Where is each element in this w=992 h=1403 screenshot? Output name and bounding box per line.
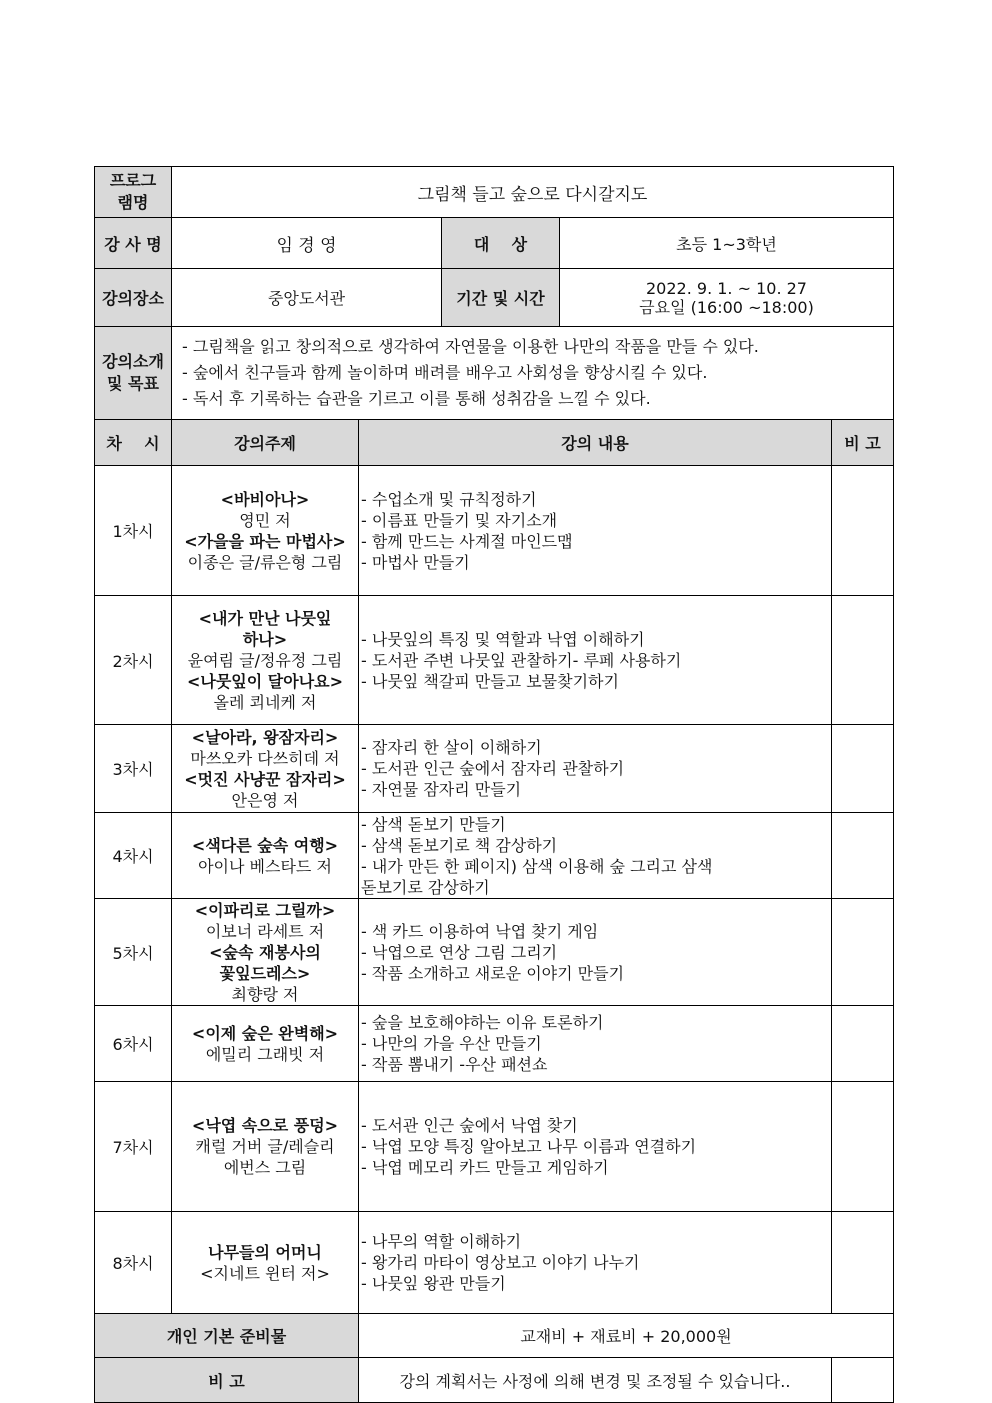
book-author: 이종은 글/류은형 그림 (187, 552, 343, 572)
goal-item: - 숲에서 친구들과 함께 놀이하며 배려를 배우고 사회성을 향상시킬 수 있다. (182, 363, 708, 382)
session-topic (172, 466, 359, 596)
header-content: 강의 내용 (359, 420, 832, 466)
content-line: - 작품 뽐내기 -우산 패션쇼 (361, 1055, 548, 1074)
session-content (359, 1082, 832, 1212)
session-label: 2차시 (95, 596, 172, 725)
period-time: 금요일 (16:00 ~18:00) (639, 297, 814, 317)
content-line: - 낙엽 메모리 카드 만들고 게임하기 (361, 1158, 609, 1177)
session-note (832, 466, 894, 596)
book-author: 영민 저 (239, 510, 291, 530)
book-title: <낙엽 속으로 풍덩> (191, 1116, 339, 1135)
session-row (95, 596, 894, 725)
header-topic: 강의주제 (172, 420, 359, 466)
book-title: <멋진 사냥꾼 잠자리> (184, 769, 346, 789)
session-note (832, 725, 894, 813)
content-line: - 자연물 잠자리 만들기 (361, 780, 522, 799)
session-content (359, 725, 832, 813)
content-line: 돋보기로 감상하기 (361, 877, 490, 897)
session-content (359, 596, 832, 725)
lecture-plan-table (94, 166, 894, 1403)
goal-item: - 그림책을 읽고 창의적으로 생각하여 자연물을 이용한 나만의 작품을 만들 수 있다. (182, 337, 759, 356)
content-line: - 삼색 돋보기 만들기 (361, 814, 506, 834)
session-label: 7차시 (95, 1082, 172, 1212)
content-line: - 수업소개 및 규칙정하기 (361, 489, 537, 509)
venue-label: 강의장소 (95, 269, 172, 327)
remarks-label: 비 고 (95, 1358, 359, 1403)
book-author: 안은영 저 (231, 790, 299, 810)
content-line: - 숲을 보호해야하는 이유 토론하기 (361, 1013, 604, 1032)
content-line: - 이름표 만들기 및 자기소개 (361, 510, 558, 530)
header-session: 차 시 (95, 420, 172, 466)
period-label: 기간 및 시간 (442, 269, 560, 327)
content-line: - 내가 만든 한 페이지) 삼색 이용해 숲 그리고 삼색 (361, 856, 713, 876)
supplies-label: 개인 기본 준비물 (95, 1314, 359, 1358)
session-content (359, 899, 832, 1006)
content-line: - 낙엽으로 연상 그림 그리기 (361, 942, 558, 962)
book-author: 캐럴 거버 글/레슬리 (195, 1137, 335, 1156)
target-value: 초등 1~3학년 (560, 218, 894, 269)
content-line: - 잠자리 한 살이 이해하기 (361, 738, 542, 757)
remarks-row (95, 1358, 894, 1403)
period-dates: 2022. 9. 1. ~ 10. 27 (646, 278, 807, 298)
session-topic (172, 813, 359, 899)
program-row (95, 167, 894, 218)
book-author: 최향랑 저 (231, 984, 299, 1004)
content-line: - 도서관 주변 나뭇잎 관찰하기- 루페 사용하기 (361, 650, 682, 670)
goal-item: - 독서 후 기록하는 습관을 기르고 이를 통해 성취감을 느낄 수 있다. (182, 389, 651, 408)
session-label: 4차시 (95, 813, 172, 899)
session-row (95, 813, 894, 899)
session-row (95, 1006, 894, 1082)
goals-row (95, 327, 894, 420)
book-author: 에밀리 그래빗 저 (205, 1044, 325, 1064)
session-content (359, 1006, 832, 1082)
content-line: - 낙엽 모양 특징 알아보고 나무 이름과 연결하기 (361, 1137, 697, 1156)
content-line: - 함께 만드는 사계절 마인드맵 (361, 531, 573, 551)
content-line: - 도서관 인근 숲에서 잠자리 관찰하기 (361, 759, 625, 778)
content-line: - 나뭇잎 왕관 만들기 (361, 1274, 506, 1293)
session-row (95, 1212, 894, 1314)
remarks-note (832, 1358, 894, 1403)
book-title: <이제 숲은 완벽해> (191, 1023, 339, 1043)
program-name: 그림책 들고 숲으로 다시갈지도 (172, 167, 894, 218)
book-title: <나뭇잎이 달아나요> (186, 671, 344, 691)
session-topic (172, 725, 359, 813)
goals-label-cell (95, 327, 172, 420)
goals-cell (172, 327, 894, 420)
book-author: 아이나 베스타드 저 (198, 856, 332, 876)
session-label: 6차시 (95, 1006, 172, 1082)
session-label: 3차시 (95, 725, 172, 813)
session-row (95, 725, 894, 813)
book-author: 윤여림 글/정유정 그림 (187, 650, 343, 670)
session-note (832, 1212, 894, 1314)
session-note (832, 899, 894, 1006)
session-content (359, 466, 832, 596)
book-title: <바비아나> (220, 489, 310, 509)
book-author: 이보너 라세트 저 (205, 921, 325, 941)
book-title: <색다른 숲속 여행> (191, 835, 339, 855)
session-content (359, 1212, 832, 1314)
venue-value: 중앙도서관 (172, 269, 442, 327)
book-author: <지네트 윈터 저> (200, 1263, 330, 1283)
book-title: <내가 만난 나뭇잎 (198, 608, 332, 628)
book-title: 나무들의 어머니 (208, 1242, 322, 1262)
content-line: - 왕가리 마타이 영상보고 이야기 나누기 (361, 1253, 640, 1272)
session-label: 8차시 (95, 1212, 172, 1314)
book-title: 꽃잎드레스> (219, 963, 311, 983)
content-line: - 나무의 역할 이해하기 (361, 1232, 522, 1251)
session-topic (172, 1082, 359, 1212)
content-line: - 삼색 돋보기로 책 감상하기 (361, 835, 558, 855)
book-author: 올레 쾨네케 저 (213, 692, 317, 712)
session-note (832, 813, 894, 899)
content-line: - 도서관 인근 숲에서 낙엽 찾기 (361, 1116, 578, 1135)
book-title: <이파리로 그릴까> (194, 900, 336, 920)
session-note (832, 1082, 894, 1212)
book-title: <날아라, 왕잠자리> (191, 727, 339, 747)
instructor-label: 강 사 명 (95, 218, 172, 269)
schedule-header-row (95, 420, 894, 466)
session-note (832, 596, 894, 725)
content-line: - 작품 소개하고 새로운 이야기 만들기 (361, 963, 625, 983)
session-row (95, 466, 894, 596)
program-label-cell (95, 167, 172, 218)
session-note (832, 1006, 894, 1082)
book-author: 에번스 그림 (223, 1158, 307, 1177)
session-row (95, 1082, 894, 1212)
content-line: - 색 카드 이용하여 낙엽 찾기 게임 (361, 921, 599, 941)
session-topic (172, 899, 359, 1006)
content-line: - 나만의 가을 우산 만들기 (361, 1034, 542, 1053)
session-content (359, 813, 832, 899)
session-topic (172, 1006, 359, 1082)
book-title: 하나> (242, 629, 288, 649)
header-note: 비 고 (832, 420, 894, 466)
target-label: 대 상 (442, 218, 560, 269)
instructor-name: 임 경 영 (172, 218, 442, 269)
venue-row (95, 269, 894, 327)
content-line: - 마법사 만들기 (361, 552, 470, 572)
instructor-row (95, 218, 894, 269)
session-topic (172, 1212, 359, 1314)
book-title: <숲속 재봉사의 (209, 942, 321, 962)
supplies-row (95, 1314, 894, 1358)
period-cell (560, 269, 894, 327)
session-label: 1차시 (95, 466, 172, 596)
supplies-value: 교재비 + 재료비 + 20,000원 (359, 1314, 894, 1358)
goals-label: 강의소개 및 목표 (102, 352, 164, 393)
content-line: - 나뭇잎 책갈피 만들고 보물찾기하기 (361, 671, 619, 691)
remarks-value: 강의 계획서는 사정에 의해 변경 및 조정될 수 있습니다.. (359, 1358, 832, 1403)
content-line: - 나뭇잎의 특징 및 역할과 낙엽 이해하기 (361, 629, 645, 649)
session-topic (172, 596, 359, 725)
book-title: <가을을 파는 마법사> (184, 531, 346, 551)
session-row (95, 899, 894, 1006)
program-label: 프로그 램명 (109, 171, 157, 212)
book-author: 마쓰오카 다쓰히데 저 (190, 748, 340, 768)
session-label: 5차시 (95, 899, 172, 1006)
